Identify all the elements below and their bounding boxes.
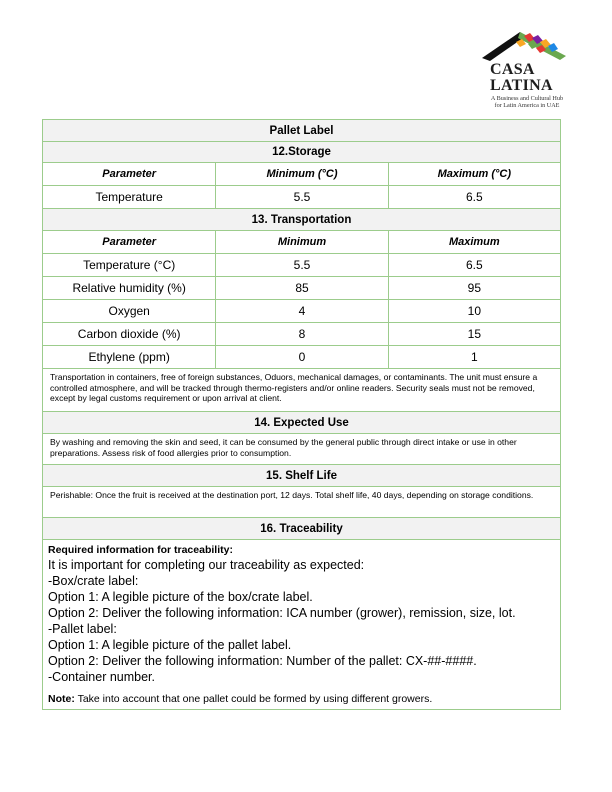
list-item: Option 2: Deliver the following information: ICA number (grower), remission, size, lot. <box>48 606 516 620</box>
list-item: Option 1: A legible picture of the box/crate label. <box>48 590 313 604</box>
transport-col-maximum: Maximum <box>388 231 560 253</box>
table-row <box>43 300 560 323</box>
logo-name <box>490 62 570 94</box>
storage-min: 5.5 <box>215 186 387 208</box>
transport-max: 95 <box>388 277 560 299</box>
list-item: -Pallet label: <box>48 622 117 636</box>
transport-param: Carbon dioxide (%) <box>77 327 181 341</box>
table-row <box>43 346 560 369</box>
list-item: Option 1: A legible picture of the pallet label. <box>48 638 292 652</box>
transport-col-minimum: Minimum <box>215 231 387 253</box>
transport-note: Transportation in containers, free of foreign substances, Oduors, mechanical damages, or contaminants. The unit must ensure a controlled atmosphere, and will be tracked through thermo-registers and/or online readers. Security seals must not be removed, except by legal customs requirement or upon arrival at client. <box>50 372 538 403</box>
storage-col-minimum: Minimum (°C) <box>215 163 387 185</box>
table-row <box>43 186 560 209</box>
logo-line2: LATINA <box>490 77 553 94</box>
transport-min: 5.5 <box>215 254 387 276</box>
logo-tagline <box>484 95 570 109</box>
transport-param: Relative humidity (%) <box>72 281 186 295</box>
logo-line1: CASA <box>490 61 535 78</box>
transport-param: Oxygen <box>108 304 150 318</box>
storage-heading-row <box>43 142 560 163</box>
storage-header-row <box>43 163 560 186</box>
transport-note-row <box>43 369 560 412</box>
table-row <box>43 277 560 300</box>
pallet-label-table <box>42 119 561 710</box>
storage-heading: 12.Storage <box>43 142 560 162</box>
transport-max: 1 <box>388 346 560 368</box>
table-row <box>43 254 560 277</box>
sheet-title: Pallet Label <box>43 120 560 141</box>
traceability-heading-row <box>43 518 560 540</box>
expected-use-heading-row <box>43 412 560 434</box>
traceability-required: Required information for traceability: <box>48 544 233 556</box>
shelf-life-row <box>43 487 560 518</box>
logo-tagline-1: A Business and Cultural Hub <box>490 95 564 102</box>
title-row <box>43 120 560 142</box>
transport-col-parameter: Parameter <box>102 236 157 248</box>
transport-max: 6.5 <box>388 254 560 276</box>
storage-param: Temperature <box>95 190 163 204</box>
transport-heading-row <box>43 209 560 231</box>
casa-latina-logo <box>478 28 588 108</box>
shelf-life-heading-row <box>43 465 560 487</box>
shelf-life-text: Perishable: Once the fruit is received at the destination port, 12 days. Total shelf life, 40 days, depending on storage conditions. <box>50 490 534 500</box>
traceability-row <box>43 540 560 709</box>
traceability-body <box>43 540 560 709</box>
transport-min: 4 <box>215 300 387 322</box>
transport-max: 10 <box>388 300 560 322</box>
expected-use-heading: 14. Expected Use <box>43 412 560 433</box>
expected-use-row <box>43 434 560 465</box>
shelf-life-heading: 15. Shelf Life <box>43 465 560 486</box>
transport-max: 15 <box>388 323 560 345</box>
storage-max: 6.5 <box>388 186 560 208</box>
logo-tagline-2: for Latin America in UAE <box>494 102 560 109</box>
transport-min: 8 <box>215 323 387 345</box>
list-item: It is important for completing our traceability as expected: <box>48 558 365 572</box>
table-row <box>43 323 560 346</box>
storage-col-parameter: Parameter <box>102 168 157 180</box>
storage-col-maximum: Maximum (°C) <box>388 163 560 185</box>
transport-min: 0 <box>215 346 387 368</box>
traceability-heading: 16. Traceability <box>43 518 560 539</box>
list-item: Option 2: Deliver the following information: Number of the pallet: CX-##-####. <box>48 654 477 668</box>
expected-use-text: By washing and removing the skin and seed, it can be consumed by the general public through direct intake or use in other preparations. Assess risk of food allergies prior to consumption. <box>50 437 517 458</box>
transport-header-row <box>43 231 560 254</box>
list-item: -Container number. <box>48 670 156 684</box>
traceability-note-text: Take into account that one pallet could be formed by using different growers. <box>74 693 433 705</box>
transport-param: Ethylene (ppm) <box>88 350 170 364</box>
list-item: -Box/crate label: <box>48 574 139 588</box>
transport-heading: 13. Transportation <box>43 209 560 230</box>
transport-param: Temperature (°C) <box>83 258 176 272</box>
traceability-note <box>48 693 555 705</box>
transport-min: 85 <box>215 277 387 299</box>
traceability-note-label: Note: <box>48 693 75 705</box>
house-roof-icon <box>480 28 570 62</box>
